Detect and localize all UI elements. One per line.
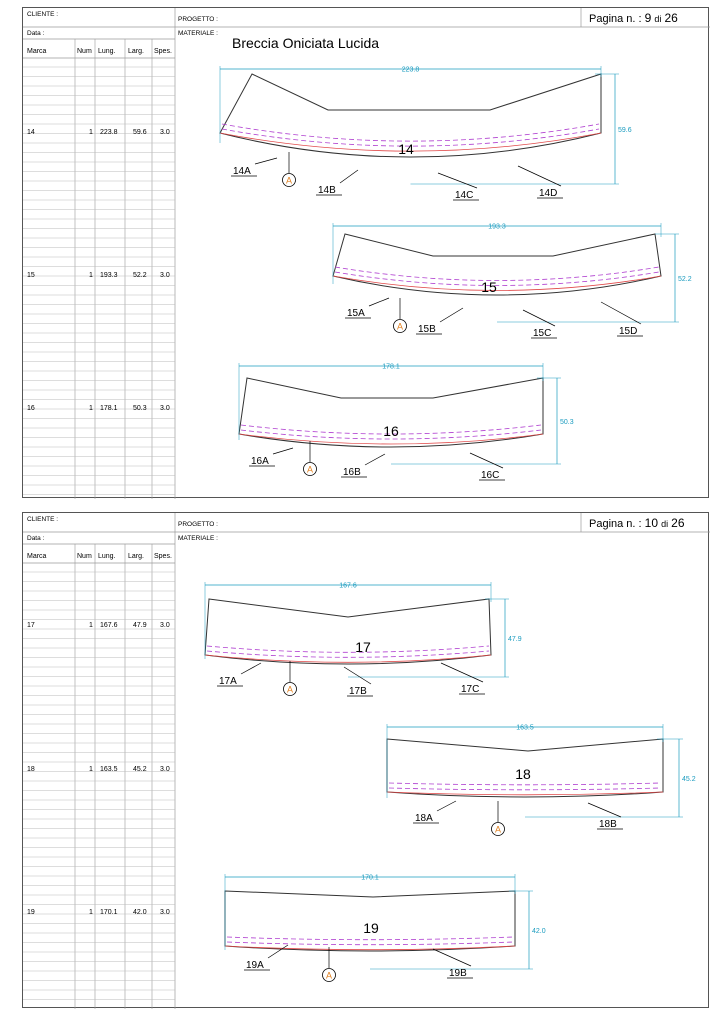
col-num-header: Num bbox=[77, 48, 92, 55]
piece-number-label: 18 bbox=[515, 766, 531, 782]
width-dimension-label: 163.5 bbox=[516, 724, 534, 732]
drawing-sheet-page-10 bbox=[22, 512, 709, 1008]
edge-line bbox=[205, 655, 491, 662]
col-larg-header: Larg. bbox=[128, 48, 144, 55]
section-leader bbox=[440, 308, 463, 322]
page-number bbox=[589, 11, 678, 25]
dashed-line bbox=[222, 124, 599, 141]
piece-number-label: 17 bbox=[355, 639, 371, 655]
page-current: 9 bbox=[644, 11, 652, 25]
width-dimension-label: 193.3 bbox=[488, 223, 506, 231]
col-num-header: Num bbox=[77, 553, 92, 560]
row-marca: 19 bbox=[27, 909, 35, 916]
page-total: 26 bbox=[664, 11, 678, 25]
dashed-line bbox=[227, 937, 513, 940]
row-num: 1 bbox=[89, 272, 93, 279]
section-label: 15A bbox=[347, 308, 365, 319]
section-label: 14A bbox=[233, 166, 251, 177]
row-lung: 170.1 bbox=[100, 909, 118, 916]
row-larg: 52.2 bbox=[133, 272, 147, 279]
col-larg-header: Larg. bbox=[128, 553, 144, 560]
section-leader bbox=[601, 302, 641, 324]
section-label: 14B bbox=[318, 185, 336, 196]
row-lung: 223.8 bbox=[100, 129, 118, 136]
progetto-label: PROGETTO : bbox=[178, 521, 218, 528]
dashed-line bbox=[389, 788, 661, 790]
progetto-label: PROGETTO : bbox=[178, 16, 218, 23]
row-marca: 17 bbox=[27, 622, 35, 629]
section-leader bbox=[273, 448, 293, 454]
row-larg: 59.6 bbox=[133, 129, 147, 136]
section-leader bbox=[518, 166, 561, 186]
edge-line bbox=[333, 276, 661, 291]
section-label: 17C bbox=[461, 684, 480, 695]
row-spes: 3.0 bbox=[160, 766, 170, 773]
row-spes: 3.0 bbox=[160, 129, 170, 136]
row-lung: 178.1 bbox=[100, 405, 118, 412]
section-leader bbox=[438, 173, 477, 188]
page-total: 26 bbox=[671, 516, 685, 530]
edge-line bbox=[225, 946, 515, 950]
width-dimension-label: 167.6 bbox=[339, 582, 357, 590]
row-spes: 3.0 bbox=[160, 272, 170, 279]
sheet-drawing bbox=[23, 513, 710, 1009]
row-larg: 47.9 bbox=[133, 622, 147, 629]
section-leader bbox=[437, 801, 456, 811]
row-spes: 3.0 bbox=[160, 909, 170, 916]
col-lung-header: Lung. bbox=[98, 48, 116, 55]
row-lung: 163.5 bbox=[100, 766, 118, 773]
point-a-label: A bbox=[325, 970, 333, 981]
materiale-label: MATERIALE : bbox=[178, 30, 218, 37]
point-a-label: A bbox=[396, 321, 404, 332]
height-dimension-label: 50.3 bbox=[560, 419, 574, 426]
section-label: 15B bbox=[418, 324, 436, 335]
row-spes: 3.0 bbox=[160, 405, 170, 412]
height-dimension-label: 45.2 bbox=[682, 776, 696, 783]
row-larg: 50.3 bbox=[133, 405, 147, 412]
row-lung: 167.6 bbox=[100, 622, 118, 629]
point-a-label: A bbox=[286, 684, 294, 695]
section-leader bbox=[241, 663, 261, 674]
data-label: Data : bbox=[27, 30, 45, 37]
width-dimension-label: 178.1 bbox=[382, 363, 400, 371]
row-marca: 18 bbox=[27, 766, 35, 773]
section-label: 16C bbox=[481, 470, 500, 481]
height-dimension-label: 47.9 bbox=[508, 636, 522, 643]
section-label: 14D bbox=[539, 188, 558, 199]
point-a-label: A bbox=[306, 464, 314, 475]
section-label: 16B bbox=[343, 467, 361, 478]
pagina-label: Pagina n. : bbox=[589, 518, 642, 530]
point-a-label: A bbox=[285, 175, 293, 186]
section-label: 18B bbox=[599, 819, 617, 830]
col-spes-header: Spes. bbox=[154, 553, 172, 560]
height-dimension-label: 59.6 bbox=[618, 127, 632, 134]
section-leader bbox=[433, 949, 471, 966]
data-label: Data : bbox=[27, 535, 45, 542]
section-leader bbox=[588, 803, 621, 817]
sheet-drawing bbox=[23, 8, 710, 499]
dashed-line bbox=[207, 646, 489, 652]
piece-number-label: 19 bbox=[363, 920, 379, 936]
section-label: 17B bbox=[349, 686, 367, 697]
section-leader bbox=[523, 310, 555, 326]
pagina-label: Pagina n. : bbox=[589, 13, 642, 25]
height-dimension-label: 42.0 bbox=[532, 928, 546, 935]
section-leader bbox=[255, 158, 277, 164]
dashed-line bbox=[227, 942, 513, 945]
section-label: 14C bbox=[455, 190, 474, 201]
row-lung: 193.3 bbox=[100, 272, 118, 279]
col-marca-header: Marca bbox=[27, 553, 47, 560]
height-dimension-label: 52.2 bbox=[678, 276, 692, 283]
dashed-line bbox=[207, 651, 489, 657]
row-num: 1 bbox=[89, 622, 93, 629]
row-spes: 3.0 bbox=[160, 622, 170, 629]
piece-number-label: 15 bbox=[481, 279, 497, 295]
section-label: 19A bbox=[246, 960, 264, 971]
cliente-label: CLIENTE : bbox=[27, 11, 59, 18]
piece-number-label: 16 bbox=[383, 423, 399, 439]
section-leader bbox=[441, 663, 483, 682]
cliente-label: CLIENTE : bbox=[27, 516, 59, 523]
section-label: 16A bbox=[251, 456, 269, 467]
width-dimension-label: 170.1 bbox=[361, 874, 379, 882]
point-a-label: A bbox=[494, 824, 502, 835]
section-label: 17A bbox=[219, 676, 237, 687]
drawing-sheet-page-9 bbox=[22, 7, 709, 498]
page-of: di bbox=[661, 519, 669, 529]
section-leader bbox=[344, 667, 371, 684]
row-num: 1 bbox=[89, 129, 93, 136]
col-lung-header: Lung. bbox=[98, 553, 116, 560]
section-leader bbox=[340, 170, 358, 183]
section-leader bbox=[365, 454, 385, 465]
col-spes-header: Spes. bbox=[154, 48, 172, 55]
section-leader bbox=[369, 298, 389, 306]
section-leader bbox=[470, 453, 503, 468]
page-number bbox=[589, 516, 685, 530]
row-larg: 42.0 bbox=[133, 909, 147, 916]
section-label: 18A bbox=[415, 813, 433, 824]
page-of: di bbox=[654, 14, 662, 24]
row-larg: 45.2 bbox=[133, 766, 147, 773]
section-leader bbox=[268, 945, 288, 958]
row-marca: 14 bbox=[27, 129, 35, 136]
dashed-line bbox=[335, 267, 659, 281]
col-marca-header: Marca bbox=[27, 48, 47, 55]
row-num: 1 bbox=[89, 405, 93, 412]
row-num: 1 bbox=[89, 909, 93, 916]
section-label: 19B bbox=[449, 968, 467, 979]
piece-number-label: 14 bbox=[398, 141, 414, 157]
dashed-line bbox=[389, 783, 661, 785]
material-name: Breccia Oniciata Lucida bbox=[232, 35, 380, 51]
section-label: 15D bbox=[619, 326, 638, 337]
materiale-label: MATERIALE : bbox=[178, 535, 218, 542]
section-label: 15C bbox=[533, 328, 552, 339]
row-marca: 15 bbox=[27, 272, 35, 279]
width-dimension-label: 223.8 bbox=[401, 66, 420, 74]
page-current: 10 bbox=[644, 516, 659, 530]
row-marca: 16 bbox=[27, 405, 35, 412]
row-num: 1 bbox=[89, 766, 93, 773]
